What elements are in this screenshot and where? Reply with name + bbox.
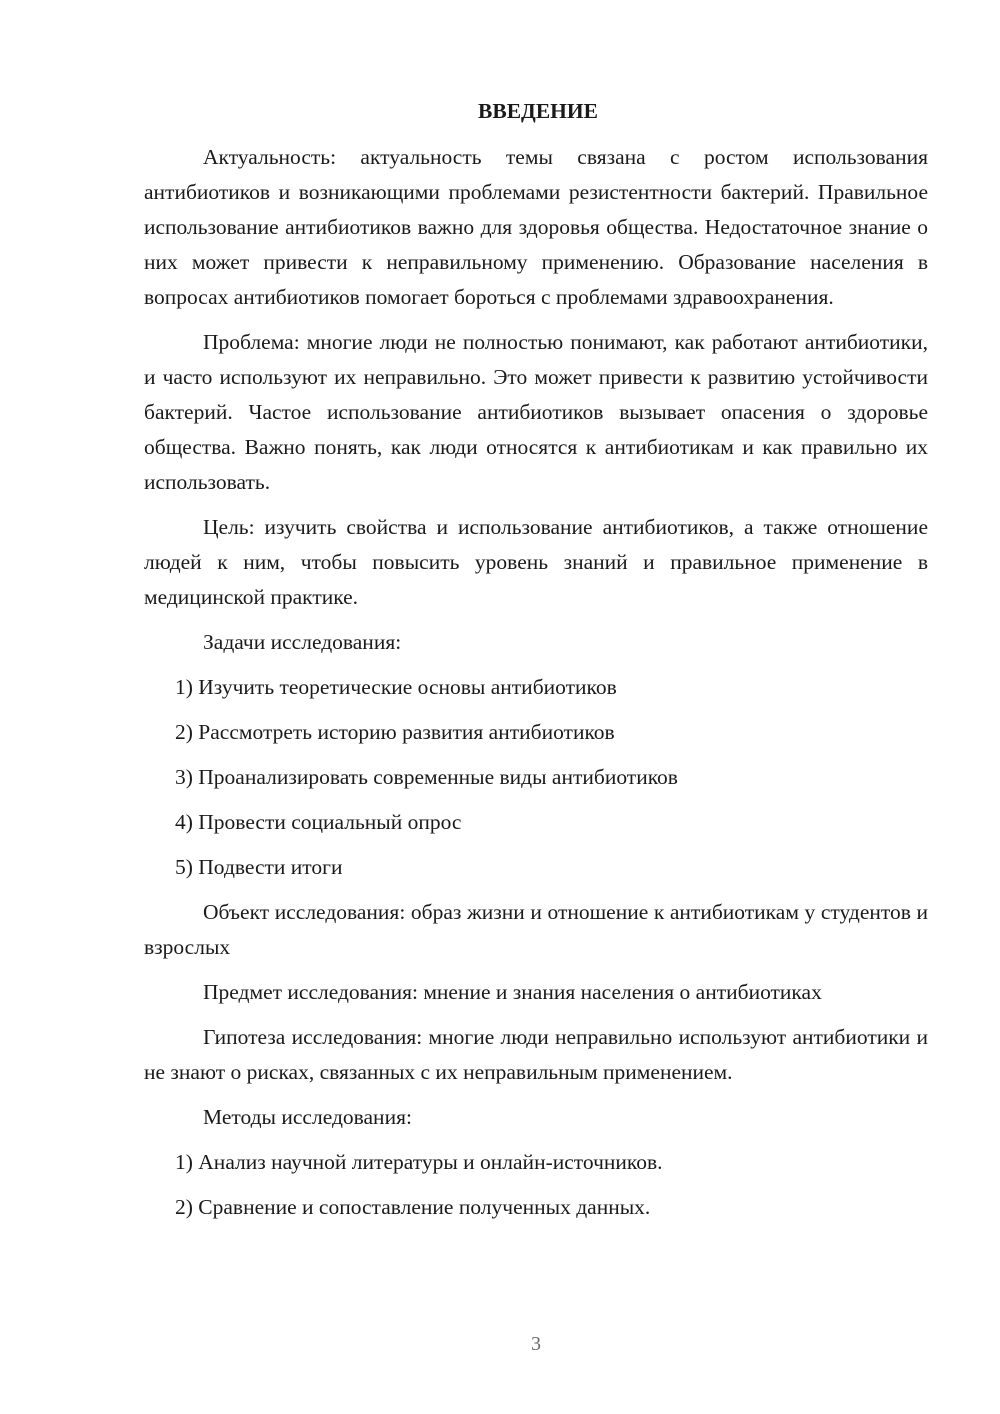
list-item: 2) Сравнение и сопоставление полученных данных. xyxy=(175,1195,651,1219)
paragraph-problem: Проблема: многие люди не полностью понимают, как работают антибиотики, и часто используют их неправильно. Это может привести к развитию устойчивости бактерий. Частое использование антибиотиков вызывает опасения о здоровье общества. Важно понять, как люди относятся к антибиотикам и как правильно их использовать. xyxy=(144,330,928,494)
methods-list xyxy=(144,1145,928,1225)
page-number: 3 xyxy=(531,1333,541,1355)
paragraph-goal: Цель: изучить свойства и использование антибиотиков, а также отношение людей к ним, чтобы повысить уровень знаний и правильное применение в медицинской практике. xyxy=(144,515,928,609)
tasks-title: Задачи исследования: xyxy=(203,630,402,654)
methods-title: Методы исследования: xyxy=(203,1105,412,1129)
paragraph-subject: Предмет исследования: мнение и знания населения о антибиотиках xyxy=(203,980,822,1004)
list-item: 1) Изучить теоретические основы антибиотиков xyxy=(175,675,617,699)
list-item: 4) Провести социальный опрос xyxy=(175,810,462,834)
list-item: 1) Анализ научной литературы и онлайн-источников. xyxy=(175,1150,663,1174)
list-item: 5) Подвести итоги xyxy=(175,855,343,879)
tasks-list xyxy=(144,670,928,885)
paragraph-hypothesis: Гипотеза исследования: многие люди неправильно используют антибиотики и не знают о рисках, связанных с их неправильным применением. xyxy=(144,1025,928,1084)
list-item: 3) Проанализировать современные виды антибиотиков xyxy=(175,765,678,789)
paragraph-object: Объект исследования: образ жизни и отношение к антибиотикам у студентов и взрослых xyxy=(144,900,928,959)
list-item: 2) Рассмотреть историю развития антибиотиков xyxy=(175,720,615,744)
document-page xyxy=(144,94,928,1235)
section-heading: ВВЕДЕНИЕ xyxy=(478,99,598,123)
paragraph-relevance: Актуальность: актуальность темы связана с ростом использования антибиотиков и возникающими проблемами резистентности бактерий. Правильное использование антибиотиков важно для здоровья общества. Недостаточное знание о них может привести к неправильному применению. Образование населения в вопросах антибиотиков помогает бороться с проблемами здравоохранения. xyxy=(144,145,928,309)
